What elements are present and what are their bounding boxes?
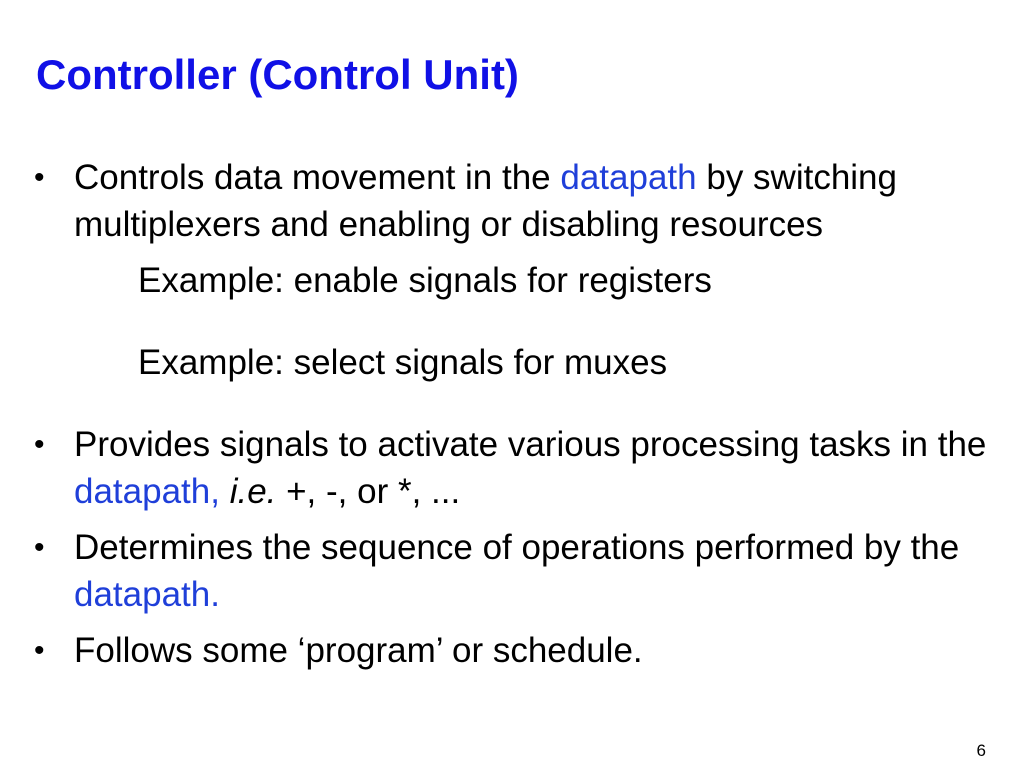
bullet-item — [0, 154, 1000, 248]
bullet-dot-icon: • — [34, 161, 45, 194]
example-line: Example: select signals for muxes — [138, 343, 668, 382]
bullet-item — [0, 524, 1000, 618]
bullet-item — [0, 421, 1000, 515]
bullet-text: Provides signals to activate various processing tasks in the — [74, 425, 987, 464]
datapath-term: datapath — [560, 158, 697, 197]
italic-term: i.e. — [219, 472, 277, 511]
bullet-text: +, -, or *, ... — [276, 472, 461, 511]
example-line: Example: enable signals for registers — [138, 261, 712, 300]
bullet-dot-icon: • — [34, 531, 45, 564]
bullet-text: Follows some ‘program’ or schedule. — [74, 631, 643, 670]
bullet-dot-icon: • — [34, 428, 45, 461]
page-number: 6 — [976, 741, 986, 760]
bullet-text: by switching multiplexers and enabling or disabling resources — [74, 158, 897, 244]
bullet-text: Determines the sequence of operations performed by the — [74, 528, 960, 567]
datapath-term: datapath. — [74, 575, 220, 614]
bullet-dot-icon: • — [34, 634, 45, 667]
datapath-term: datapath, — [74, 472, 220, 511]
bullet-text: Controls data movement in the — [74, 158, 561, 197]
slide-title: Controller (Control Unit) — [36, 51, 519, 98]
slide-body — [0, 154, 1000, 674]
bullet-item — [0, 627, 1000, 674]
